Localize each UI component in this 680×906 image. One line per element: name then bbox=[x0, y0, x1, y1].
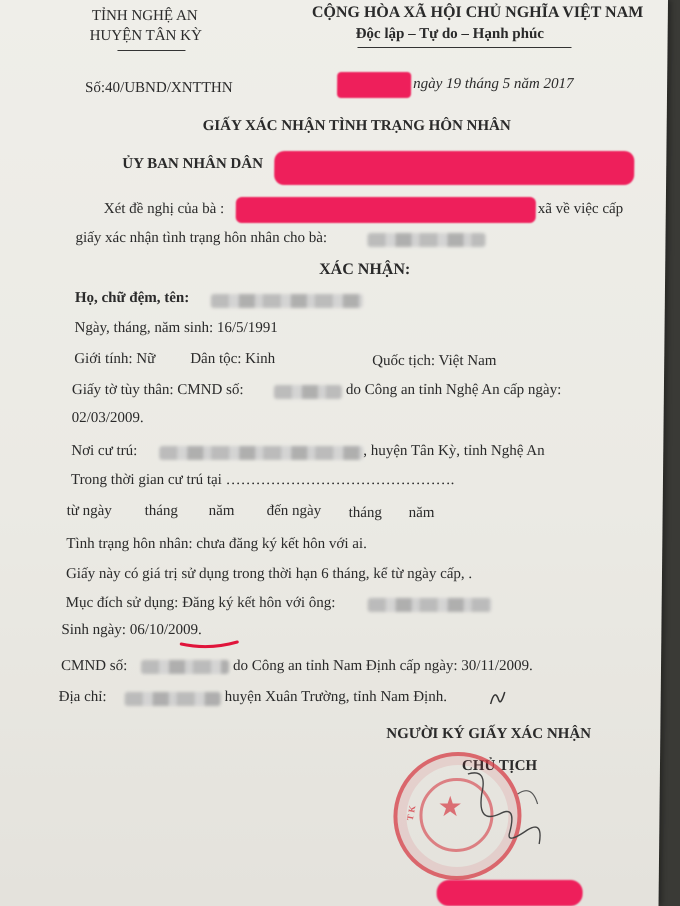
name-label: Họ, chữ đệm, tên: bbox=[74, 290, 190, 306]
residence-period: Trong thời gian cư trú tại ………………………………………. bbox=[70, 472, 455, 488]
address-suffix: huyện Xuân Trường, tỉnh Nam Định. bbox=[224, 689, 448, 705]
blurred-spouse-id bbox=[141, 660, 229, 674]
province-name: TỈNH NGHỆ AN bbox=[91, 8, 198, 24]
blurred-address bbox=[125, 692, 221, 706]
spouse-id-prefix: CMND số: bbox=[60, 658, 128, 674]
period-from-year: năm bbox=[208, 503, 235, 519]
nationality: Quốc tịch: Việt Nam bbox=[372, 353, 497, 369]
motto: Độc lập – Tự do – Hạnh phúc bbox=[355, 26, 545, 42]
redacted-place bbox=[337, 72, 411, 98]
signature-scribble bbox=[447, 764, 568, 854]
document-date: ngày 19 tháng 5 năm 2017 bbox=[413, 76, 574, 92]
signer-position: CHỦ TỊCH bbox=[461, 758, 538, 774]
district-underline bbox=[117, 50, 185, 51]
signer-title: NGƯỜI KÝ GIẤY XÁC NHẬN bbox=[386, 726, 592, 742]
address-prefix: Địa chỉ: bbox=[58, 689, 107, 705]
period-to-day: đến ngày bbox=[266, 503, 322, 519]
request-line1-suffix: xã về việc cấp bbox=[537, 201, 624, 217]
blurred-spouse-name bbox=[368, 598, 492, 612]
purpose: Mục đích sử dụng: Đăng ký kết hôn với ông: bbox=[65, 595, 336, 611]
period-to-month: tháng bbox=[348, 505, 383, 521]
residence-suffix: , huyện Tân Kỳ, tỉnh Nghệ An bbox=[363, 443, 545, 459]
birth-date: Ngày, tháng, năm sinh: 16/5/1991 bbox=[74, 320, 278, 336]
period-from-month: tháng bbox=[144, 503, 179, 519]
period-from-day: từ ngày bbox=[66, 503, 112, 519]
marital-status: Tình trạng hôn nhân: chưa đăng ký kết hôn với ai. bbox=[66, 536, 367, 552]
blurred-id-number bbox=[274, 385, 342, 399]
spouse-id-suffix: do Công an tỉnh Nam Định cấp ngày: 30/11/2009. bbox=[232, 658, 533, 674]
redacted-requester bbox=[236, 197, 536, 223]
id-issue-date: 02/03/2009. bbox=[71, 410, 144, 426]
id-line-prefix: Giấy tờ tùy thân: CMND số: bbox=[71, 382, 244, 398]
handwritten-mark bbox=[487, 686, 511, 710]
blurred-applicant-name bbox=[367, 233, 485, 247]
document-title: GIẤY XÁC NHẬN TÌNH TRẠNG HÔN NHÂN bbox=[202, 118, 511, 134]
request-line2: giấy xác nhận tình trạng hôn nhân cho bà: bbox=[75, 230, 328, 246]
blurred-residence bbox=[159, 446, 363, 460]
district-name: HUYỆN TÂN KỲ bbox=[89, 28, 202, 44]
request-line1: Xét đề nghị của bà : bbox=[103, 201, 225, 217]
ethnicity: Dân tộc: Kinh bbox=[190, 351, 276, 367]
document-number: Số:40/UBND/XNTTHN bbox=[84, 80, 233, 96]
period-to-year: năm bbox=[408, 505, 435, 521]
seal-star-icon: ★ bbox=[437, 792, 463, 823]
blurred-name bbox=[211, 294, 363, 308]
spouse-birth-date: Sinh ngày: 06/10/2009. bbox=[61, 622, 202, 638]
confirm-heading: XÁC NHẬN: bbox=[319, 261, 411, 278]
redacted-signer-name bbox=[437, 880, 583, 906]
seal-lettering: T K bbox=[404, 804, 418, 822]
id-line-suffix: do Công an tỉnh Nghệ An cấp ngày: bbox=[345, 382, 562, 398]
validity-note: Giấy này có giá trị sử dụng trong thời hạn 6 tháng, kể từ ngày cấp, . bbox=[65, 566, 473, 582]
redacted-committee bbox=[274, 151, 634, 185]
motto-underline bbox=[357, 47, 571, 48]
republic-heading: CỘNG HÒA XÃ HỘI CHỦ NGHĨA VIỆT NAM bbox=[311, 4, 644, 21]
gender: Giới tính: Nữ bbox=[74, 351, 156, 367]
red-underline-mark bbox=[179, 638, 239, 650]
residence-label: Nơi cư trú: bbox=[71, 443, 138, 459]
committee-label: ỦY BAN NHÂN DÂN bbox=[122, 156, 264, 172]
